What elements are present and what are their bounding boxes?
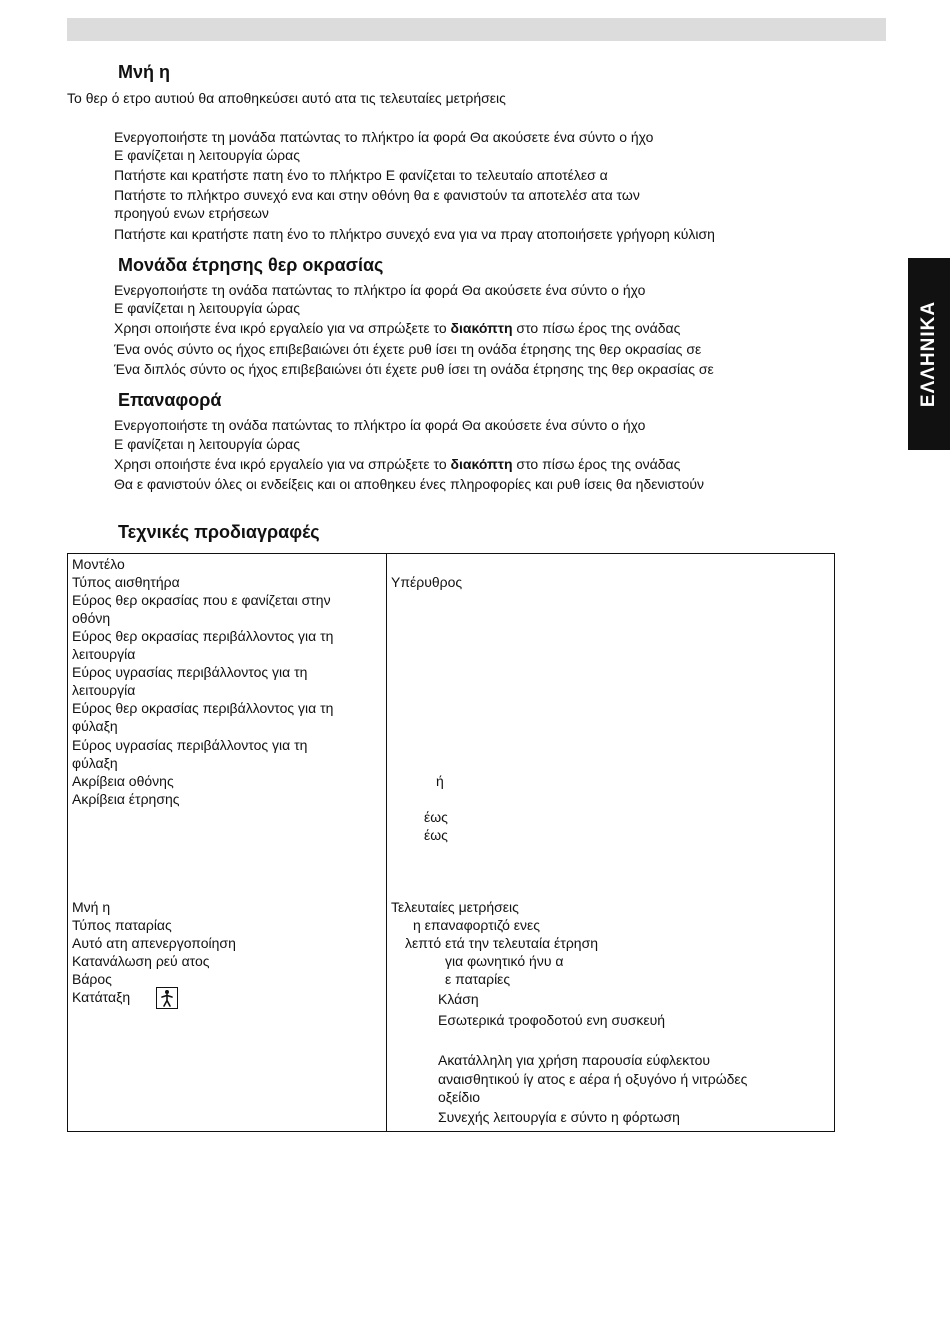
- memory-line: προηγού ενων ετρήσεων: [114, 205, 269, 221]
- units-line: Ε φανίζεται η λειτουργία ώρας: [114, 300, 300, 316]
- spec-value: Εσωτερικά τροφοδοτού ενη συσκευή: [438, 1012, 666, 1028]
- spec-label: Κατάταξη: [72, 989, 131, 1005]
- language-tab: [908, 258, 950, 450]
- spec-label: φύλαξη: [72, 718, 118, 734]
- spec-label: Εύρος θερ οκρασίας περιβάλλοντος για τη: [72, 700, 334, 716]
- spec-label: Μνή η: [72, 899, 111, 915]
- spec-value: λεπτό ετά την τελευταία έτρηση: [405, 935, 599, 951]
- spec-value: Ακατάλληλη για χρήση παρουσία εύφλεκτου: [438, 1052, 711, 1068]
- memory-line: Πατήστε και κρατήστε πατη ένο το πλήκτρο συνεχό ενα για να πραγ ατοποιήσετε γρήγορη κύλιση: [114, 226, 715, 242]
- reset-line: Ε φανίζεται η λειτουργία ώρας: [114, 436, 300, 452]
- spec-label: Τύπος αισθητήρα: [72, 574, 180, 590]
- spec-label: Εύρος θερ οκρασίας περιβάλλοντος για τη: [72, 628, 334, 644]
- language-tab-label: ΕΛΛΗΝΙΚΑ: [918, 300, 939, 408]
- specs-table: [67, 553, 835, 1132]
- spec-label: λειτουργία: [72, 646, 136, 662]
- spec-label: Εύρος υγρασίας περιβάλλοντος για τη: [72, 664, 308, 680]
- memory-line: Πατήστε και κρατήστε πατη ένο το πλήκτρο Ε φανίζεται το τελευταίο αποτέλεσ α: [114, 167, 608, 183]
- column-divider: [386, 554, 387, 1131]
- units-line: Ένα ονός σύντο ος ήχος επιβεβαιώνει ότι έχετε ρυθ ίσει τη ονάδα έτρησης της θερ οκρασίας σε: [114, 341, 702, 357]
- spec-label: φύλαξη: [72, 755, 118, 771]
- spec-label: Αυτό ατη απενεργοποίηση: [72, 935, 236, 951]
- spec-value: αναισθητικού ίγ ατος ε αέρα ή οξυγόνο ή νιτρώδες: [438, 1071, 748, 1087]
- units-line: Χρησι οποιήστε ένα ικρό εργαλείο για να σπρώξετε το διακόπτη στο πίσω έρος της ονάδας: [114, 320, 681, 336]
- spec-label: Ακρίβεια έτρησης: [72, 791, 180, 807]
- spec-label: Μοντέλο: [72, 556, 125, 572]
- reset-line: Χρησι οποιήστε ένα ικρό εργαλείο για να σπρώξετε το διακόπτη στο πίσω έρος της ονάδας: [114, 456, 681, 472]
- header-bar: [67, 18, 886, 41]
- specs-heading: Τεχνικές προδιαγραφές: [118, 522, 320, 542]
- spec-label: Βάρος: [72, 971, 112, 987]
- units-line: Ενεργοποιήστε τη ονάδα πατώντας το πλήκτρο ία φορά Θα ακούσετε ένα σύντο ο ήχο: [114, 282, 646, 298]
- spec-value: έως: [424, 809, 448, 825]
- spec-value: Υπέρυθρος: [391, 574, 463, 590]
- reset-line: Ενεργοποιήστε τη ονάδα πατώντας το πλήκτρο ία φορά Θα ακούσετε ένα σύντο ο ήχο: [114, 417, 646, 433]
- spec-label: λειτουργία: [72, 682, 136, 698]
- spec-label: Εύρος υγρασίας περιβάλλοντος για τη: [72, 737, 308, 753]
- spec-value: ή: [436, 773, 444, 789]
- spec-value: Κλάση: [438, 991, 479, 1007]
- spec-value: Συνεχής λειτουργία ε σύντο η φόρτωση: [438, 1109, 680, 1125]
- spec-label: Ακρίβεια οθόνης: [72, 773, 174, 789]
- spec-label: Τύπος παταρίας: [72, 917, 172, 933]
- switch-label: διακόπτη: [450, 320, 513, 336]
- memory-heading: Μνή η: [118, 62, 170, 82]
- spec-label: Κατανάλωση ρεύ ατος: [72, 953, 210, 969]
- spec-value: η επαναφορτιζό ενες: [413, 917, 540, 933]
- spec-value: έως: [424, 827, 448, 843]
- memory-intro: Το θερ ό ετρο αυτιού θα αποθηκεύσει αυτό ατα τις τελευταίες μετρήσεις: [67, 90, 506, 106]
- memory-line: Ενεργοποιήστε τη μονάδα πατώντας το πλήκτρο ία φορά Θα ακούσετε ένα σύντο ο ήχο: [114, 129, 654, 145]
- spec-label: οθόνη: [72, 610, 111, 626]
- units-heading: Μονάδα έτρησης θερ οκρασίας: [118, 255, 384, 275]
- spec-value: ε παταρίες: [445, 971, 511, 987]
- memory-line: Ε φανίζεται η λειτουργία ώρας: [114, 147, 300, 163]
- type-bf-applied-part-icon: [156, 987, 178, 1009]
- spec-value: για φωνητικό ήνυ α: [445, 953, 564, 969]
- memory-line: Πατήστε το πλήκτρο συνεχό ενα και στην οθόνη θα ε φανιστούν τα αποτελέσ ατα των: [114, 187, 640, 203]
- spec-label: Εύρος θερ οκρασίας που ε φανίζεται στην: [72, 592, 331, 608]
- switch-label: διακόπτη: [450, 456, 513, 472]
- spec-value: οξείδιο: [438, 1089, 481, 1105]
- reset-heading: Επαναφορά: [118, 390, 222, 410]
- reset-line: Θα ε φανιστούν όλες οι ενδείξεις και οι αποθηκευ ένες πληροφορίες και ρυθ ίσεις θα ηδενιστούν: [114, 476, 705, 492]
- spec-value: Τελευταίες μετρήσεις: [391, 899, 519, 915]
- units-line: Ένα διπλός σύντο ος ήχος επιβεβαιώνει ότι έχετε ρυθ ίσει τη ονάδα έτρησης της θερ οκρασίας σε: [114, 361, 714, 377]
